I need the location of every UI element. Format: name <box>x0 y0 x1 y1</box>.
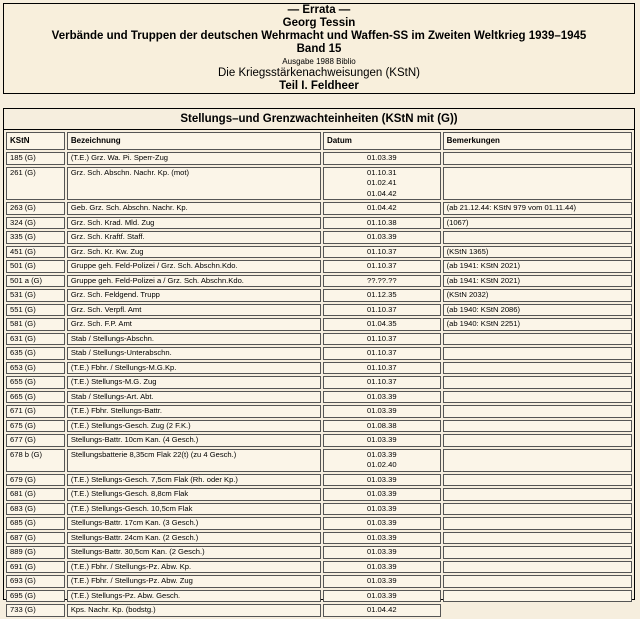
datum-cell <box>323 362 441 375</box>
datum-cell <box>323 391 441 404</box>
bezeichnung-cell: (T.E.) Stellungs-Pz. Abw. Gesch. <box>67 590 321 603</box>
datum-value: 01.03.39 <box>366 532 397 542</box>
bezeichnung-cell: (T.E.) Grz. Wa. Pi. Sperr-Zug <box>67 152 321 165</box>
bemerkungen-cell <box>443 575 632 588</box>
datum-value: 01.03.39 <box>366 576 397 585</box>
datum-cell <box>323 246 441 259</box>
kstn-cell: 451 (G) <box>6 246 65 259</box>
bemerkungen-cell <box>443 590 632 603</box>
bezeichnung-cell: Stab / Stellungs-Art. Abt. <box>67 391 321 404</box>
bemerkungen-cell: (ab 1940: KStN 2251) <box>443 318 632 331</box>
datum-cell <box>323 449 441 472</box>
kstn-cell: 263 (G) <box>6 202 65 215</box>
datum-value: 01.04.42 <box>366 605 397 614</box>
book-title: Verbände und Truppen der deutschen Wehrmacht und Waffen-SS im Zweiten Weltkrieg 1939–1945 <box>51 30 587 42</box>
kstn-cell: 691 (G) <box>6 561 65 574</box>
bezeichnung-cell: Stellungs-Battr. 30,5cm Kan. (2 Gesch.) <box>67 546 321 559</box>
bemerkungen-cell <box>443 333 632 346</box>
section-title: Die Kriegsstärkenachweisungen (KStN) <box>218 67 420 79</box>
datum-cell <box>323 260 441 273</box>
table-row <box>6 347 632 360</box>
kstn-cell: 631 (G) <box>6 333 65 346</box>
datum-value: 01.03.39 <box>366 435 397 444</box>
errata-label: — Errata — <box>287 4 351 16</box>
kstn-cell: 671 (G) <box>6 405 65 418</box>
table-header-row <box>6 132 632 150</box>
datum-cell <box>323 532 441 545</box>
bezeichnung-cell: (T.E.) Stellungs-M.G. Zug <box>67 376 321 389</box>
datum-cell <box>323 546 441 559</box>
bezeichnung-cell: (T.E.) Fƅhr. / Stellungs-Pz. Abw. Kp. <box>67 561 321 574</box>
table-row <box>6 405 632 418</box>
kstn-cell: 733 (G) <box>6 604 65 617</box>
part-title: Teil I. Feldheer <box>279 80 359 92</box>
table-row <box>6 488 632 501</box>
kstn-cell: 675 (G) <box>6 420 65 433</box>
datum-value: 01.02.41 <box>366 178 397 187</box>
bemerkungen-cell: (ab 1941: KStN 2021) <box>443 260 632 273</box>
datum-cell <box>323 376 441 389</box>
datum-value: 01.10.37 <box>366 348 397 357</box>
datum-value: 01.08.38 <box>366 420 397 430</box>
bezeichnung-cell: (T.E.) Fƅhr. / Stellungs-Pz. Abw. Zug <box>67 575 321 588</box>
table-row <box>6 474 632 487</box>
bemerkungen-cell <box>443 503 632 516</box>
bemerkungen-cell <box>443 167 632 201</box>
kstn-cell: 501 a (G) <box>6 275 65 288</box>
kstn-cell: 665 (G) <box>6 391 65 404</box>
table-row <box>6 434 632 447</box>
kstn-cell: 653 (G) <box>6 362 65 375</box>
table-row <box>6 167 632 201</box>
kstn-cell: 695 (G) <box>6 590 65 603</box>
bemerkungen-cell <box>443 405 632 418</box>
bezeichnung-cell: Grz. Sch. Abschn. Nachr. Kp. (mot) <box>67 167 321 201</box>
bemerkungen-cell <box>443 231 632 244</box>
datum-cell <box>323 575 441 588</box>
datum-cell <box>323 474 441 487</box>
bemerkungen-cell: (KStN 2032) <box>443 289 632 302</box>
kstn-cell: 683 (G) <box>6 503 65 516</box>
datum-value: 01.03.39 <box>366 503 397 513</box>
bemerkungen-cell <box>443 488 632 501</box>
kstn-cell: 677 (G) <box>6 434 65 447</box>
datum-cell <box>323 333 441 346</box>
bemerkungen-cell <box>443 391 632 404</box>
bemerkungen-cell <box>443 362 632 375</box>
col-header-bemerkungen: Bemerkungen <box>443 132 632 150</box>
table-row <box>6 260 632 273</box>
datum-value: ??.??.?? <box>366 275 397 285</box>
table-row <box>6 333 632 346</box>
datum-cell <box>323 517 441 530</box>
datum-cell <box>323 304 441 317</box>
kstn-cell: 324 (G) <box>6 217 65 230</box>
datum-cell <box>323 289 441 302</box>
col-header-datum: Datum <box>323 132 441 150</box>
datum-cell <box>323 561 441 574</box>
bemerkungen-cell <box>443 561 632 574</box>
bezeichnung-cell: (T.E.) Stellungs-Gesch. 7,5cm Flak (Rh. oder Kp.) <box>67 474 321 487</box>
datum-cell <box>323 231 441 244</box>
kstn-cell: 655 (G) <box>6 376 65 389</box>
bezeichnung-cell: Kps. Nachr. Kp. (bodstg.) <box>67 604 321 617</box>
datum-cell <box>323 275 441 288</box>
table-row <box>6 376 632 389</box>
kstn-cell: 693 (G) <box>6 575 65 588</box>
bemerkungen-cell: (ab 1941: KStN 2021) <box>443 275 632 288</box>
bezeichnung-cell: Stab / Stellungs-Abschn. <box>67 333 321 346</box>
volume-label: Band 15 <box>296 43 342 55</box>
bezeichnung-cell: Stellungs-Battr. 10cm Kan. (4 Gesch.) <box>67 434 321 447</box>
datum-cell <box>323 202 441 215</box>
bezeichnung-cell: Geb. Grz. Sch. Abschn. Nachr. Kp. <box>67 202 321 215</box>
kstn-cell: 581 (G) <box>6 318 65 331</box>
datum-value: 01.03.39 <box>366 153 397 162</box>
kstn-cell: 261 (G) <box>6 167 65 201</box>
table-row <box>6 517 632 530</box>
kstn-cell: 501 (G) <box>6 260 65 273</box>
bezeichnung-cell: Gruppe geh. Feld-Polizei / Grz. Sch. Abschn.Kdo. <box>67 260 321 273</box>
table-row <box>6 152 632 165</box>
kstn-cell: 635 (G) <box>6 347 65 360</box>
datum-value: 01.10.37 <box>366 304 397 314</box>
datum-value: 01.03.39 <box>366 518 397 527</box>
kstn-cell: 531 (G) <box>6 289 65 302</box>
table-row <box>6 391 632 404</box>
datum-value: 01.04.42 <box>366 203 397 212</box>
bemerkungen-cell <box>443 347 632 360</box>
table-row <box>6 604 632 617</box>
datum-value: 01.10.38 <box>366 217 397 227</box>
datum-cell <box>323 217 441 230</box>
datum-value: 01.04.35 <box>366 319 397 328</box>
datum-value: 01.10.37 <box>366 377 397 386</box>
bemerkungen-cell <box>443 376 632 389</box>
table-title: Stellungs–und Grenzwachteinheiten (KStN mit (G)) <box>4 109 634 130</box>
bemerkungen-cell: (ab 21.12.44: KStN 979 vom 01.11.44) <box>443 202 632 215</box>
bemerkungen-cell <box>443 532 632 545</box>
datum-value: 01.02.40 <box>366 460 397 469</box>
table-row <box>6 561 632 574</box>
kstn-cell: 678 b (G) <box>6 449 65 472</box>
table-row <box>6 217 632 230</box>
datum-cell <box>323 318 441 331</box>
bezeichnung-cell: Stellungs-Battr. 24cm Kan. (2 Gesch.) <box>67 532 321 545</box>
table-row <box>6 318 632 331</box>
kstn-table-panel <box>3 108 635 614</box>
author-name: Georg Tessin <box>282 17 356 29</box>
table-row <box>6 532 632 545</box>
datum-value: 01.10.37 <box>366 362 397 372</box>
table-row <box>6 546 632 559</box>
datum-value: 01.03.39 <box>366 561 397 571</box>
datum-value: 01.03.39 <box>366 449 397 459</box>
table-body <box>6 152 632 617</box>
table-row <box>6 449 632 472</box>
table-row <box>6 362 632 375</box>
bezeichnung-cell: (T.E.) Fƅhr. / Stellungs-M.G.Kp. <box>67 362 321 375</box>
datum-value: 01.03.39 <box>366 590 397 600</box>
datum-value: 01.03.39 <box>366 232 397 241</box>
bezeichnung-cell: Grz. Sch. Kraftf. Staff. <box>67 231 321 244</box>
kstn-cell: 335 (G) <box>6 231 65 244</box>
kstn-cell: 185 (G) <box>6 152 65 165</box>
datum-value: 01.03.39 <box>366 489 397 498</box>
datum-value: 01.03.39 <box>366 391 397 401</box>
kstn-cell: 889 (G) <box>6 546 65 559</box>
bezeichnung-cell: Grz. Sch. Feldgend. Trupp <box>67 289 321 302</box>
datum-value: 01.12.35 <box>366 290 397 299</box>
datum-cell <box>323 420 441 433</box>
kstn-table <box>4 130 634 619</box>
datum-cell <box>323 503 441 516</box>
datum-cell <box>323 405 441 418</box>
col-header-kstn: KStN <box>6 132 65 150</box>
kstn-cell: 687 (G) <box>6 532 65 545</box>
datum-value: 01.03.39 <box>366 474 397 484</box>
bezeichnung-cell: Grz. Sch. Verpfl. Amt <box>67 304 321 317</box>
bezeichnung-cell: Stab / Stellungs-Unterabschn. <box>67 347 321 360</box>
datum-value: 01.03.39 <box>366 406 397 415</box>
table-row <box>6 304 632 317</box>
table-row <box>6 202 632 215</box>
datum-cell <box>323 152 441 165</box>
datum-cell <box>323 434 441 447</box>
col-header-bezeichnung: Bezeichnung <box>67 132 321 150</box>
bezeichnung-cell: Grz. Sch. F.P. Amt <box>67 318 321 331</box>
table-row <box>6 575 632 588</box>
bemerkungen-cell: (1067) <box>443 217 632 230</box>
bemerkungen-cell <box>443 420 632 433</box>
table-row <box>6 231 632 244</box>
datum-cell <box>323 590 441 603</box>
kstn-cell: 681 (G) <box>6 488 65 501</box>
bezeichnung-cell: (T.E.) Stellungs-Gesch. 10,5cm Flak <box>67 503 321 516</box>
table-row <box>6 246 632 259</box>
errata-header <box>3 3 635 94</box>
table-row <box>6 503 632 516</box>
bezeichnung-cell: (T.E.) Stellungs-Gesch. 8,8cm Flak <box>67 488 321 501</box>
bemerkungen-cell <box>443 517 632 530</box>
datum-value: 01.10.37 <box>366 261 397 270</box>
datum-cell <box>323 604 441 617</box>
bemerkungen-cell <box>443 449 632 472</box>
edition-label: Ausgabe 1988 Biblio <box>282 57 356 66</box>
bezeichnung-cell: Stellungsbatterie 8,35cm Flak 22(t) (zu 4 Gesch.) <box>67 449 321 472</box>
bezeichnung-cell: Grz. Sch. Krad. Mld. Zug <box>67 217 321 230</box>
bemerkungen-cell: (KStN 1365) <box>443 246 632 259</box>
bemerkungen-cell <box>443 546 632 559</box>
bezeichnung-cell: Grz. Sch. Kr. Kw. Zug <box>67 246 321 259</box>
kstn-cell: 679 (G) <box>6 474 65 487</box>
table-row <box>6 420 632 433</box>
bemerkungen-cell <box>443 434 632 447</box>
datum-value: 01.03.39 <box>366 547 397 556</box>
kstn-cell: 685 (G) <box>6 517 65 530</box>
table-row <box>6 289 632 302</box>
bemerkungen-cell <box>443 152 632 165</box>
datum-value: 01.10.31 <box>366 167 397 177</box>
table-row <box>6 590 632 603</box>
bezeichnung-cell: (T.E.) Fƅhr. Stellungs-Battr. <box>67 405 321 418</box>
bezeichnung-cell: (T.E.) Stellungs-Gesch. Zug (2 F.K.) <box>67 420 321 433</box>
datum-value: 01.04.42 <box>366 188 397 198</box>
datum-cell <box>323 167 441 201</box>
datum-value: 01.10.37 <box>366 333 397 343</box>
datum-cell <box>323 488 441 501</box>
bezeichnung-cell: Stellungs-Battr. 17cm Kan. (3 Gesch.) <box>67 517 321 530</box>
bemerkungen-cell <box>443 474 632 487</box>
bezeichnung-cell: Gruppe geh. Feld-Polizei a / Grz. Sch. Abschn.Kdo. <box>67 275 321 288</box>
table-row <box>6 275 632 288</box>
empty-cell <box>443 604 632 617</box>
bemerkungen-cell: (ab 1940: KStN 2086) <box>443 304 632 317</box>
kstn-cell: 551 (G) <box>6 304 65 317</box>
datum-cell <box>323 347 441 360</box>
datum-value: 01.10.37 <box>366 246 397 256</box>
